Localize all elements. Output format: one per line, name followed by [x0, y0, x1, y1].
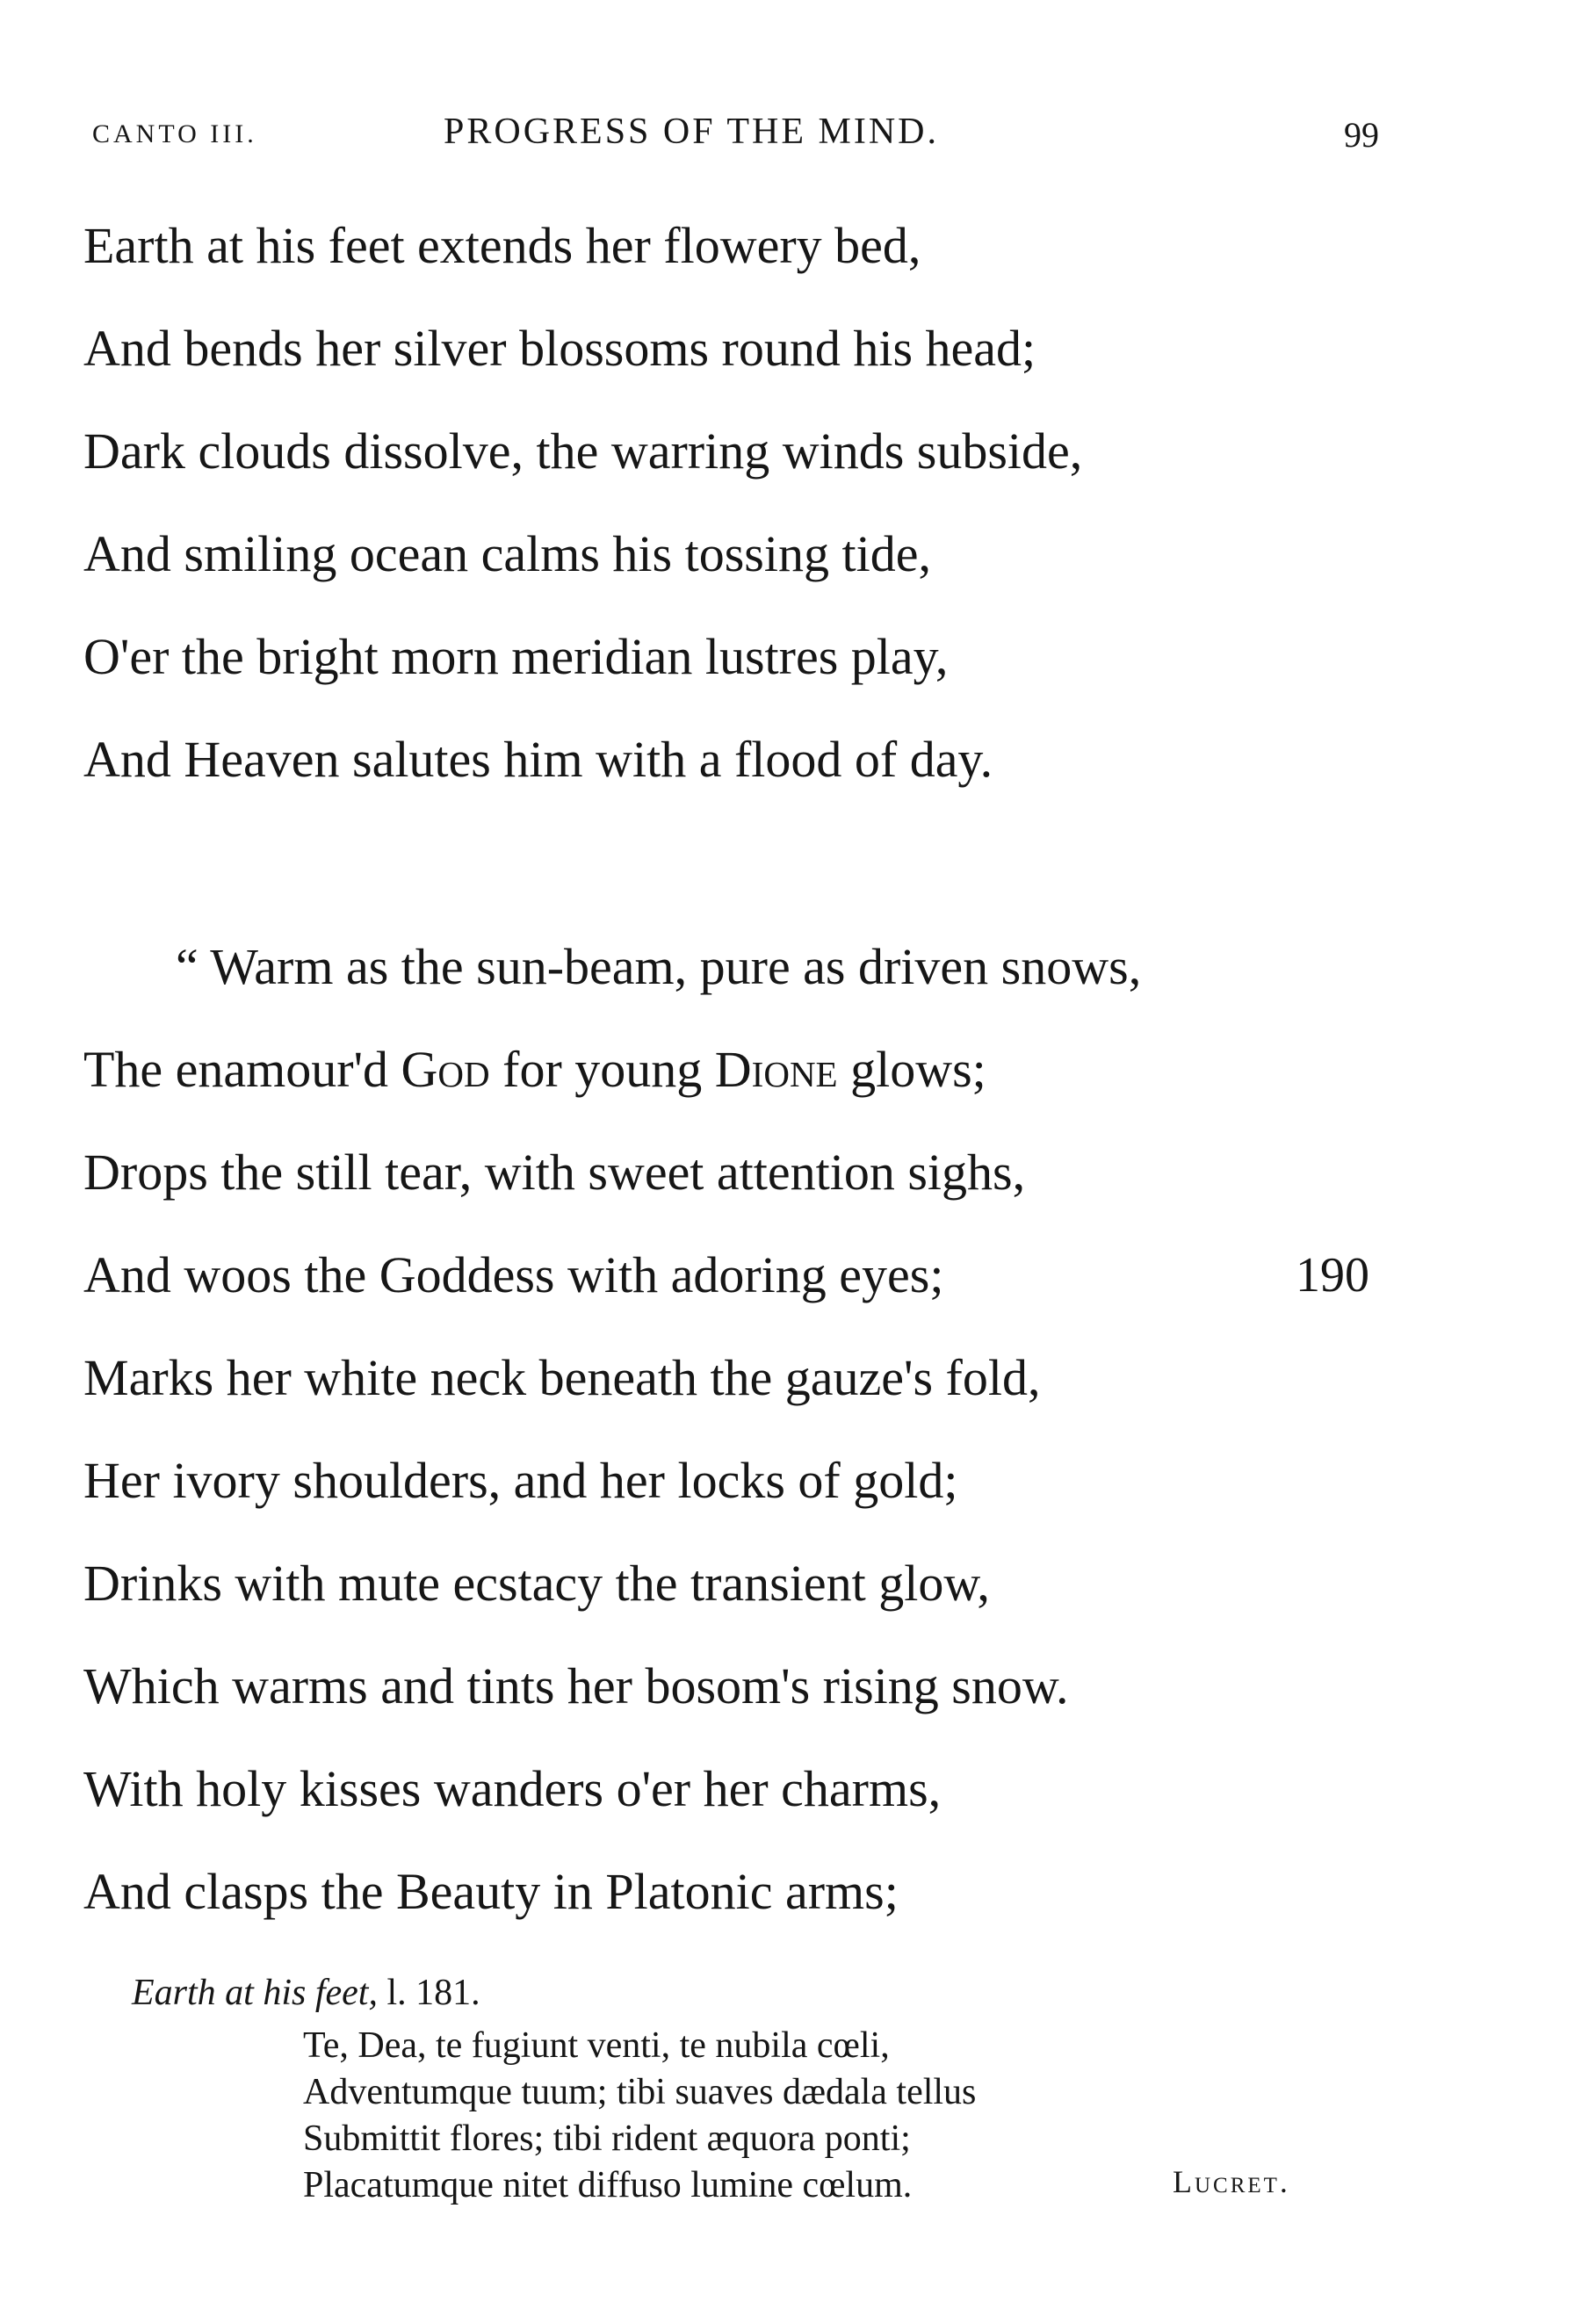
verse-line: O'er the bright morn meridian lustres play, — [83, 628, 949, 685]
footnote-attribution: Lucret. — [1173, 2164, 1290, 2199]
verse-line: With holy kisses wanders o'er her charms, — [83, 1760, 942, 1817]
verse-text: for young — [489, 1041, 715, 1098]
verse-line: “ Warm as the sun-beam, pure as driven snows, — [176, 938, 1142, 995]
verse-line: Dark clouds dissolve, the warring winds subside, — [83, 422, 1083, 480]
running-title: PROGRESS OF THE MIND. — [444, 112, 939, 152]
verse-line: Her ivory shoulders, and her locks of gold; — [83, 1452, 958, 1509]
small-caps-dione: Dione — [714, 1041, 838, 1098]
verse-line: Which warms and tints her bosom's rising snow. — [83, 1657, 1069, 1714]
page-number: 99 — [1344, 115, 1379, 155]
footnote-reference — [132, 1972, 480, 2014]
verse-line: Drops the still tear, with sweet attention sighs, — [83, 1144, 1026, 1201]
footnote-ref-line: l. 181. — [377, 1973, 480, 2013]
footnote-quote-line: Adventumque tuum; tibi suaves dædala tellus — [303, 2072, 977, 2112]
verse-line: And clasps the Beauty in Platonic arms; — [83, 1863, 899, 1920]
verse-text: The enamour'd — [83, 1041, 401, 1098]
verse-line: And woos the Goddess with adoring eyes; — [83, 1246, 944, 1303]
canto-label: CANTO III. — [92, 119, 257, 148]
small-caps-god: God — [401, 1041, 490, 1098]
verse-line: And bends her silver blossoms round his head; — [83, 320, 1036, 377]
footnote-quote-line: Placatumque nitet diffuso lumine cœlum. — [303, 2165, 913, 2205]
verse-text: glows; — [837, 1041, 986, 1098]
verse-line: Earth at his feet extends her flowery bed, — [83, 217, 921, 274]
verse-line: And Heaven salutes him with a flood of day. — [83, 731, 993, 788]
verse-line: Marks her white neck beneath the gauze's fold, — [83, 1349, 1041, 1406]
verse-line — [83, 1039, 986, 1101]
footnote-quote-line: Submittit flores; tibi rident æquora ponti; — [303, 2118, 911, 2159]
line-number: 190 — [1296, 1248, 1369, 1303]
running-header — [0, 104, 1596, 156]
verse-line: Drinks with mute ecstacy the transient glow, — [83, 1555, 990, 1612]
verse-line: And smiling ocean calms his tossing tide, — [83, 525, 931, 582]
footnote-quote-line: Te, Dea, te fugiunt venti, te nubila cœli, — [303, 2025, 890, 2066]
footnote-ref-italic: Earth at his feet, — [132, 1973, 378, 2013]
